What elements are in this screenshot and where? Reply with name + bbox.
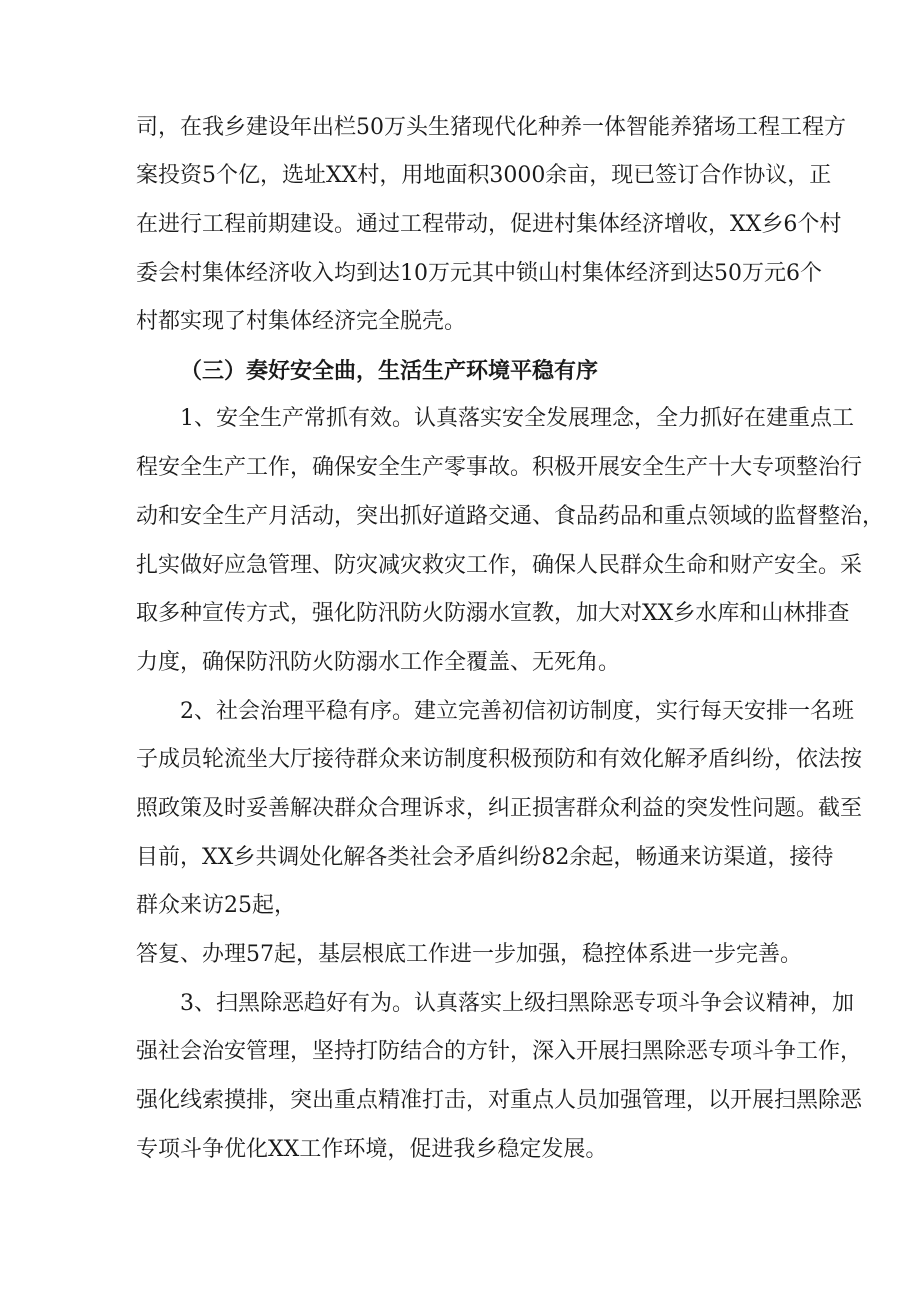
paragraph-1-line-5: 村都实现了村集体经济完全脱壳。 (136, 309, 467, 334)
paragraph-2-line-2: 程安全生产工作，确保安全生产零事故。积极开展安全生产十大专项整治行 (136, 455, 863, 480)
paragraph-4-line-3: 强化线索摸排，突出重点精准打击，对重点人员加强管理，以开展扫黑除恶 (136, 1088, 863, 1113)
paragraph-1-line-1: 司，在我乡建设年出栏50万头生猪现代化种养一体智能养猪场工程工程方 (136, 115, 846, 140)
paragraph-2-line-6: 力度，确保防汛防火防溺水工作全覆盖、无死角。 (136, 650, 621, 675)
paragraph-1-line-4: 委会村集体经济收入均到达10万元其中锁山村集体经济到达50万元6个 (136, 261, 822, 286)
paragraph-3-line-5: 群众来访25起， (136, 893, 296, 918)
paragraph-3-line-4: 目前，XX乡共调处化解各类社会矛盾纠纷82余起，畅通来访渠道，接待 (136, 845, 834, 870)
paragraph-2-line-3: 动和安全生产月活动，突出抓好道路交通、食品药品和重点领域的监督整治， (136, 504, 885, 529)
paragraph-3-line-3: 照政策及时妥善解决群众合理诉求，纠正损害群众利益的突发性问题。截至 (136, 796, 863, 821)
paragraph-4-line-2: 强社会治安管理，坚持打防结合的方针，深入开展扫黑除恶专项斗争工作， (136, 1039, 863, 1064)
paragraph-2-line-4: 扎实做好应急管理、防灾减灾救灾工作，确保人民群众生命和财产安全。采 (136, 553, 863, 578)
paragraph-2-line-5: 取多种宣传方式，强化防汛防火防溺水宣教，加大对XX乡水库和山林排查 (136, 601, 850, 626)
paragraph-1-line-2: 案投资5个亿，选址XX村，用地面积3000余亩，现已签订合作协议，正 (136, 163, 832, 188)
paragraph-3-line-1: 2、社会治理平稳有序。建立完善初信初访制度，实行每天安排一名班 (180, 699, 854, 724)
paragraph-3-line-2: 子成员轮流坐大厅接待群众来访制度积极预防和有效化解矛盾纠纷，依法按 (136, 747, 863, 772)
paragraph-2-line-1: 1、安全生产常抓有效。认真落实安全发展理念，全力抓好在建重点工 (180, 406, 854, 431)
paragraph-4-line-4: 专项斗争优化XX工作环境，促进我乡稳定发展。 (136, 1137, 608, 1162)
paragraph-3-line-6: 答复、办理57起，基层根底工作进一步加强，稳控体系进一步完善。 (136, 942, 802, 967)
section-heading: （三）奏好安全曲，生活生产环境平稳有序 (180, 358, 599, 384)
paragraph-4-line-1: 3、扫黑除恶趋好有为。认真落实上级扫黑除恶专项斗争会议精神，加 (180, 991, 854, 1016)
paragraph-1-line-3: 在进行工程前期建设。通过工程带动，促进村集体经济增收，XX乡6个村 (136, 212, 842, 237)
